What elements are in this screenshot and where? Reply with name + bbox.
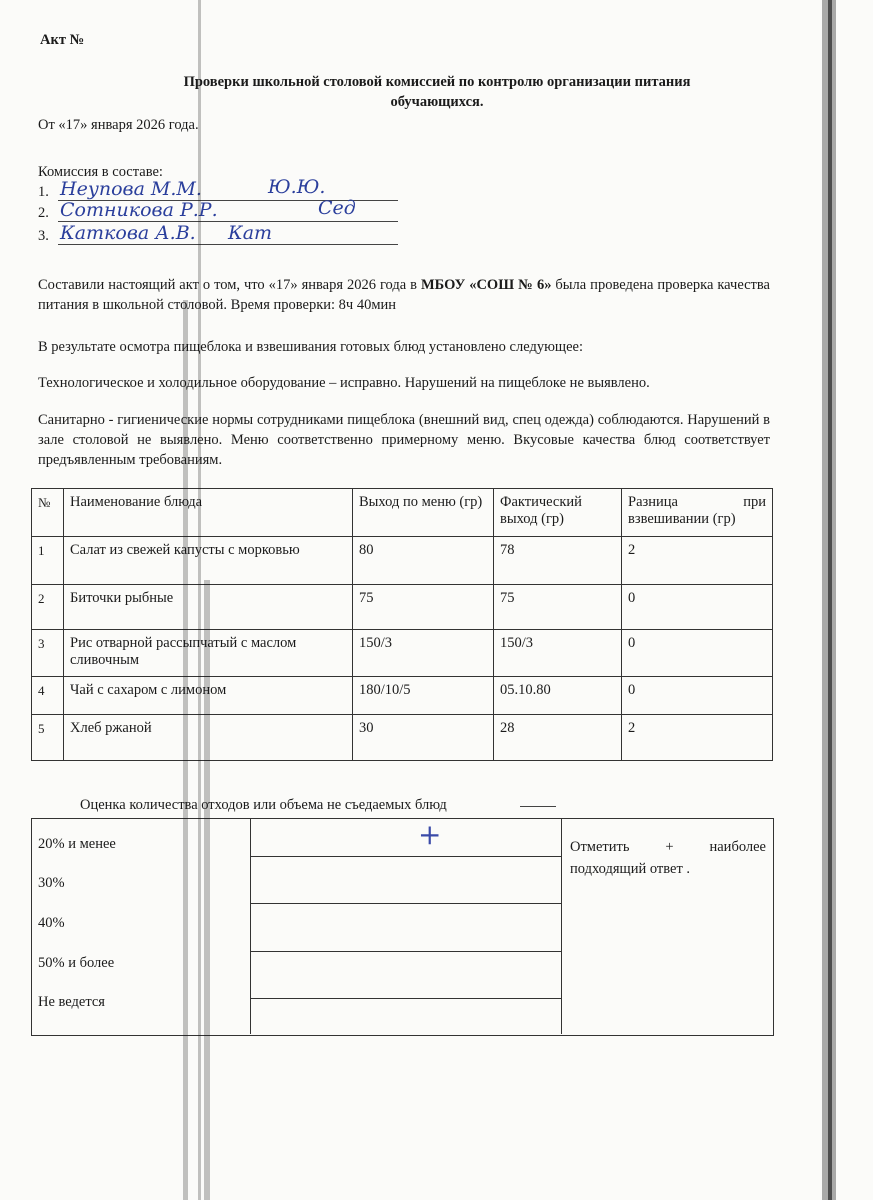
paragraph-result: В результате осмотра пищеблока и взвешивания готовых блюд установлено следующее: <box>38 339 583 355</box>
row-dish-name: Салат из свежей капусты с морковью <box>64 537 353 585</box>
row-actual-output: 28 <box>494 715 622 761</box>
waste-option: 50% и более <box>38 955 115 971</box>
row-actual-output: 75 <box>494 585 622 630</box>
member-signature: Кат <box>228 222 273 244</box>
row-menu-output: 30 <box>353 715 494 761</box>
table-row <box>32 630 773 677</box>
header-number: № <box>32 489 64 537</box>
paragraph-inspection-start: Составили настоящий акт о том, что «17» января 2026 года в <box>38 277 421 293</box>
waste-option: 40% <box>38 915 65 931</box>
row-menu-output: 180/10/5 <box>353 677 494 715</box>
row-difference: 0 <box>622 630 773 677</box>
row-dish-name: Чай с сахаром с лимоном <box>64 677 353 715</box>
header-actual-output: Фактический выход (гр) <box>494 489 622 537</box>
row-menu-output: 80 <box>353 537 494 585</box>
waste-option: Не ведется <box>38 994 105 1010</box>
member-signature: Сед <box>318 197 356 219</box>
row-actual-output: 150/3 <box>494 630 622 677</box>
row-number: 4 <box>32 677 64 715</box>
row-dish-name: Биточки рыбные <box>64 585 353 630</box>
paragraph-sanitary: Санитарно - гигиенические нормы сотрудниками пищеблока (внешний вид, спец одежда) соблюдаются. Нарушений в зале столовой не выявлено. Меню соответственно примерному меню. Вкусовые качества блюд соответствует предъявленным требованиям. <box>38 412 770 468</box>
commission-members <box>38 176 398 249</box>
row-number: 2 <box>32 585 64 630</box>
table-header-row <box>32 489 773 537</box>
row-number: 1 <box>32 537 64 585</box>
member-number: 1. <box>38 184 49 200</box>
header-dish-name: Наименование блюда <box>64 489 353 537</box>
member-name-handwritten: Сотникова Р.Р. <box>60 199 218 221</box>
waste-option: 20% и менее <box>38 836 116 852</box>
paragraph-inspection-end: была проведена проверка качества питания в школьной столовой. Время проверки: 8ч 40мин <box>38 277 770 313</box>
member-signature: Ю.Ю. <box>268 176 326 198</box>
commission-label: Комиссия в составе: <box>38 164 163 180</box>
row-menu-output: 150/3 <box>353 630 494 677</box>
row-number: 3 <box>32 630 64 677</box>
row-difference: 2 <box>622 715 773 761</box>
row-menu-output: 75 <box>353 585 494 630</box>
row-dish-name: Рис отварной рассыпчатый с маслом сливочным <box>64 630 353 677</box>
member-number: 3. <box>38 228 49 244</box>
act-number-label: Акт № <box>40 32 85 48</box>
paragraph-equipment: Технологическое и холодильное оборудование – исправно. Нарушений на пищеблоке не выявлено. <box>38 375 650 391</box>
school-name: МБОУ «СОШ № 6» <box>420 277 552 293</box>
table-row <box>32 715 773 761</box>
row-number: 5 <box>32 715 64 761</box>
header-difference: Разница при взвешивании (гр) <box>622 489 773 537</box>
waste-option: 30% <box>38 875 65 891</box>
member-number: 2. <box>38 205 49 221</box>
handwritten-check-mark: + <box>418 818 442 851</box>
dishes-table <box>31 488 773 761</box>
paragraph-inspection <box>38 275 770 315</box>
row-difference: 0 <box>622 677 773 715</box>
waste-instruction: Отметить + наиболее подходящий ответ . <box>570 839 766 877</box>
table-row <box>32 585 773 630</box>
title-line-1: Проверки школьной столовой комиссией по контролю организации питания <box>183 74 691 90</box>
row-actual-output: 78 <box>494 537 622 585</box>
member-name-handwritten: Каткова А.В. <box>60 222 196 244</box>
row-difference: 0 <box>622 585 773 630</box>
table-row <box>32 537 773 585</box>
date-line: От «17» января 2026 года. <box>38 117 199 133</box>
member-name-handwritten: Неупова М.М. <box>60 178 202 200</box>
document-title <box>40 72 834 112</box>
waste-title: Оценка количества отходов или объема не съедаемых блюд <box>80 797 447 813</box>
row-difference: 2 <box>622 537 773 585</box>
header-menu-output: Выход по меню (гр) <box>353 489 494 537</box>
row-actual-output: 05.10.80 <box>494 677 622 715</box>
table-row <box>32 677 773 715</box>
row-dish-name: Хлеб ржаной <box>64 715 353 761</box>
commission-member <box>38 222 398 249</box>
title-line-2: обучающихся. <box>390 94 484 110</box>
